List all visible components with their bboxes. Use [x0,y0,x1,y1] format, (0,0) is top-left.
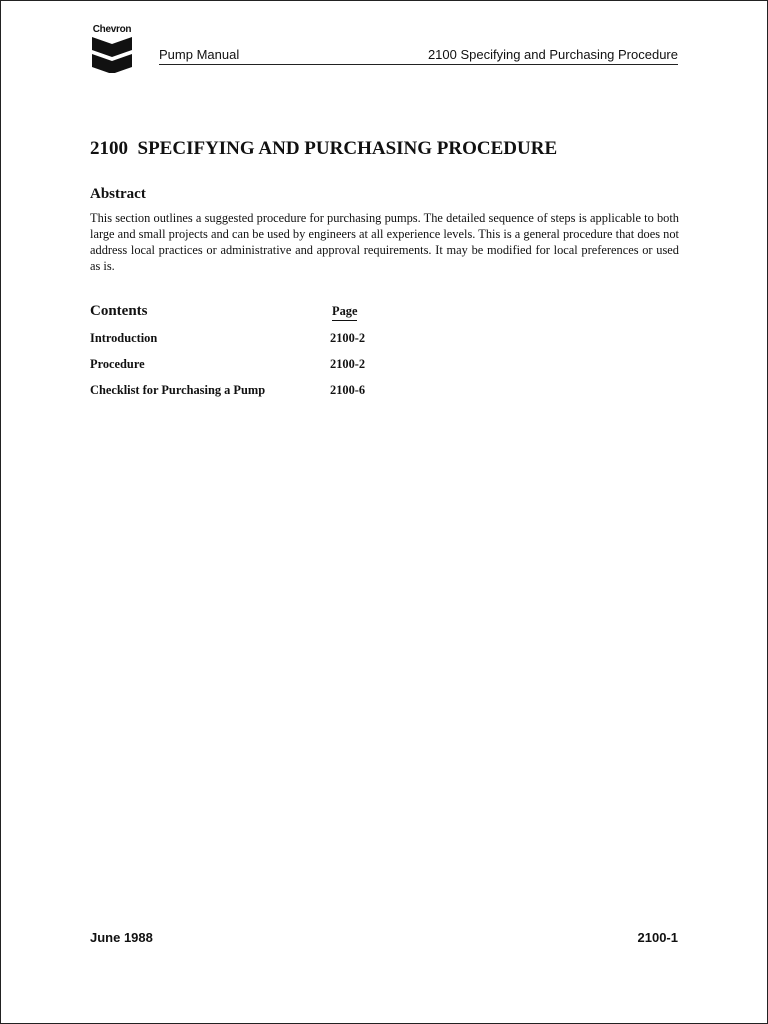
chevron-logo-icon [92,37,132,73]
page-title: 2100 SPECIFYING AND PURCHASING PROCEDURE [90,138,558,159]
page-column-heading: Page [332,304,357,321]
chevron-logo [88,24,136,74]
toc-item-procedure[interactable]: Procedure [90,357,145,371]
contents-heading: Contents [90,303,148,319]
header-rule [159,64,678,65]
toc-item-checklist[interactable]: Checklist for Purchasing a Pump [90,383,266,397]
toc-item-introduction[interactable]: Introduction [90,331,158,345]
footer-page-number: 2100-1 [637,930,678,945]
footer-date: June 1988 [90,930,153,945]
logo-text: Chevron [92,24,132,35]
header-manual-name: Pump Manual [159,47,240,62]
abstract-body: This section outlines a suggested procedure for purchasing pumps. The detailed sequence of steps is applicable to both large and small projects and can be used by engineers at all experience levels. This is a general procedure that does not address local practices or administrative and approval requirements. It may be modified for local preferences or used as is. [90,211,679,273]
toc-page-checklist: 2100-6 [330,383,366,397]
toc-page-introduction: 2100-2 [330,331,366,345]
toc-page-procedure: 2100-2 [330,357,366,371]
header-section-title: 2100 Specifying and Purchasing Procedure [427,47,678,62]
abstract-heading: Abstract [90,186,146,202]
